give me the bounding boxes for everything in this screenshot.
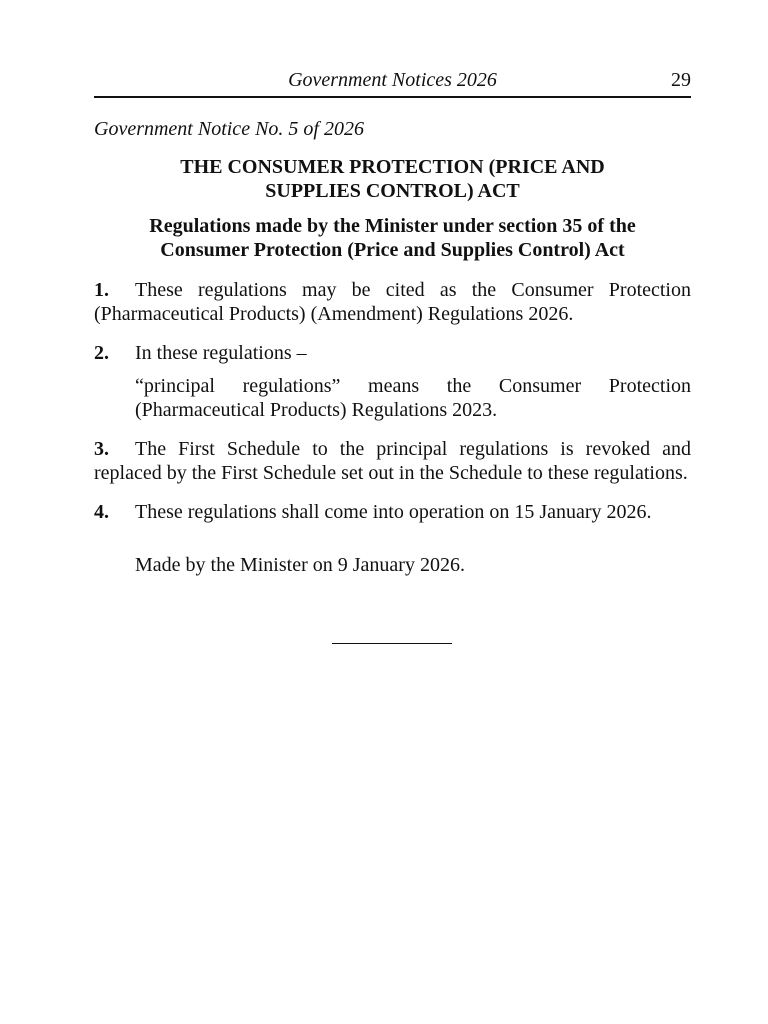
act-title	[94, 155, 691, 203]
running-header	[94, 67, 691, 95]
act-title-line: THE CONSUMER PROTECTION (PRICE AND	[180, 156, 605, 178]
paragraph-text: These regulations shall come into operation on 15 January 2026.	[135, 501, 652, 523]
regulations-heading-line: Regulations made by the Minister under section 35 of the	[149, 215, 636, 237]
paragraph-number: 2.	[94, 342, 109, 364]
header-rule	[94, 96, 691, 98]
regulation-paragraph-1	[94, 278, 691, 326]
paragraph-text: In these regulations –	[135, 342, 307, 364]
regulation-paragraph-2	[94, 341, 691, 365]
made-by-statement: Made by the Minister on 9 January 2026.	[135, 554, 465, 576]
paragraph-number: 4.	[94, 501, 109, 523]
paragraph-number: 1.	[94, 279, 109, 301]
regulations-heading-line: Consumer Protection (Price and Supplies Control) Act	[160, 239, 625, 261]
page-number: 29	[671, 69, 691, 91]
notice-body	[94, 117, 691, 577]
paragraph-text: The First Schedule to the principal regulations is revoked and replaced by the First Schedule set out in the Schedule to these regulations.	[94, 438, 691, 484]
paragraph-text: These regulations may be cited as the Consumer Protection (Pharmaceutical Products) (Amendment) Regulations 2026.	[94, 279, 691, 325]
definition-principal-regulations: “principal regulations” means the Consumer Protection (Pharmaceutical Products) Regulations 2023.	[135, 375, 691, 421]
regulation-paragraph-4	[94, 500, 691, 524]
regulations-heading	[94, 214, 691, 262]
end-of-notice-rule	[332, 643, 452, 644]
act-title-line: SUPPLIES CONTROL) ACT	[265, 180, 520, 202]
header-title: Government Notices 2026	[288, 69, 497, 91]
regulation-paragraph-3	[94, 437, 691, 485]
paragraph-number: 3.	[94, 438, 109, 460]
notice-number: Government Notice No. 5 of 2026	[94, 118, 364, 140]
